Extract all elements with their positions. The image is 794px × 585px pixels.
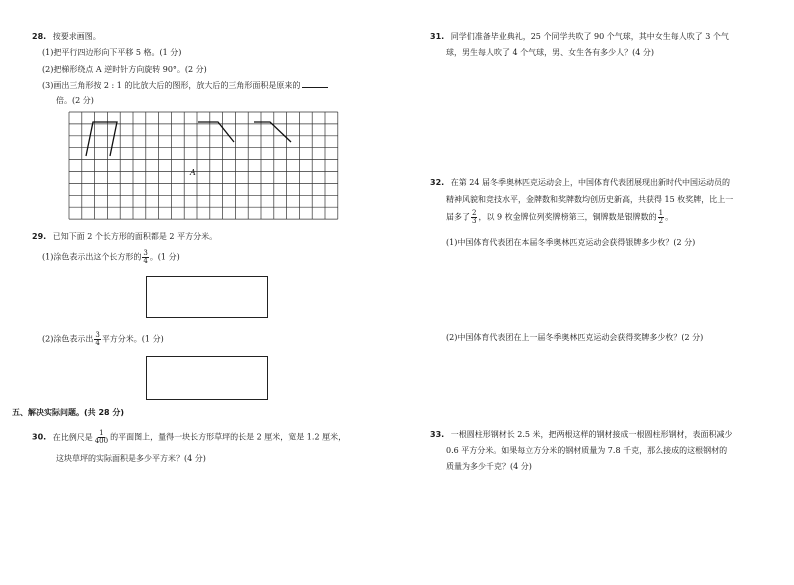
q30-text-b: 的平面图上，量得一块长方形草坪的长是 2 厘米，宽是 1.2 厘米， (110, 432, 347, 442)
q32-item1: (1)中国体育代表团在本届冬季奥林匹克运动会获得银牌多少枚？(2 分) (446, 238, 696, 247)
q29-item1-score: 。(1 分) (149, 252, 180, 262)
q32-line2: 精神风貌和竞技水平，金牌数和奖牌数均创历史新高，共获得 15 枚奖牌，比上一 (446, 195, 734, 204)
q28-header (32, 32, 101, 42)
fraction-denominator: 400 (94, 437, 109, 445)
triangle-shape (254, 122, 291, 142)
q29-rectangle-1[interactable] (146, 276, 268, 318)
q29-header (32, 232, 217, 242)
q28-item3-tail: 倍。(2 分) (56, 96, 94, 105)
q33-line3: 质量为多少千克？(4 分) (446, 462, 532, 471)
q32-item2: (2)中国体育代表团在上一届冬季奥林匹克运动会获得奖牌多少枚？(2 分) (446, 333, 704, 342)
q28-number: 28. (32, 32, 47, 41)
fraction-numerator: 3 (143, 249, 148, 257)
q32-text-1: 在第 24 届冬季奥林匹克运动会上，中国体育代表团展现出新时代中国运动员的 (450, 178, 730, 187)
q31-line1 (430, 32, 729, 42)
fraction-denominator: 4 (143, 257, 148, 265)
q28-title: 按要求画图。 (52, 32, 101, 41)
q29-title: 已知下面 2 个长方形的面积都是 2 平方分米。 (52, 232, 218, 241)
q28-item3-text: (3)画出三角形按 2 : 1 的比放大后的图形，放大后的三角形面积是原来的 (42, 81, 301, 90)
q28-item2: (2)把梯形绕点 A 逆时针方向旋转 90°。(2 分) (42, 65, 207, 74)
q29-rectangle-2[interactable] (146, 356, 268, 400)
q30-line1 (32, 430, 346, 445)
q28-item1: (1)把平行四边形向下平移 5 格。(1 分) (42, 48, 182, 57)
fraction-numerator: 2 (472, 209, 477, 217)
q28-answer-blank[interactable] (302, 87, 328, 88)
q30-number: 30. (32, 432, 47, 442)
parallelogram-shape (86, 122, 117, 156)
q29-item2 (42, 332, 164, 347)
q31-line2: 球，男生每人吹了 4 个气球，男、女生各有多少人？(4 分) (446, 48, 655, 57)
q29-item1-text: (1)涂色表示出这个长方形的 (42, 252, 142, 262)
q30-scale-fraction (94, 430, 109, 445)
q30-text-a: 在比例尺是 (52, 432, 93, 442)
q32-text-3a: 届多了 (446, 212, 470, 222)
q29-item1 (42, 250, 180, 265)
q32-line1 (430, 178, 730, 188)
q32-text-3c: 。 (665, 212, 674, 222)
q33-text-1: 一根圆柱形钢材长 2.5 米，把两根这样的钢材接成一根圆柱形钢材，表面积减少 (450, 430, 733, 439)
q31-number: 31. (430, 32, 445, 41)
q32-number: 32. (430, 178, 445, 187)
grid-lines (69, 112, 338, 219)
q29-item2-fraction (94, 332, 100, 347)
q29-item1-fraction (142, 250, 148, 265)
point-a-label: A (190, 168, 196, 177)
fraction-denominator: 3 (472, 217, 477, 225)
fraction-numerator: 3 (95, 331, 100, 339)
q32-fraction-2 (658, 210, 664, 225)
section5-title: 五、解决实际问题。(共 28 分) (12, 408, 125, 417)
q33-number: 33. (430, 430, 445, 439)
q29-item2-text: (2)涂色表示出 (42, 334, 94, 344)
q31-text-1: 同学们准备毕业典礼，25 个同学共吹了 90 个气球，其中女生每人吹了 3 个气 (450, 32, 729, 41)
fraction-numerator: 1 (658, 209, 664, 217)
q28-item3 (42, 81, 330, 91)
q29-item2-score: 平方分米。(1 分) (101, 334, 164, 344)
fraction-denominator: 4 (95, 339, 100, 347)
fraction-numerator: 1 (99, 429, 104, 437)
q29-number: 29. (32, 232, 47, 241)
q33-line1 (430, 430, 733, 440)
q28-grid-figure (68, 111, 340, 226)
fraction-denominator: 2 (658, 217, 664, 225)
q32-fraction-1 (471, 210, 477, 225)
trapezoid-shape (198, 122, 234, 142)
q32-line3 (446, 210, 673, 225)
q32-text-3b: ，以 9 枚金牌位列奖牌榜第三，铜牌数是银牌数的 (478, 212, 657, 222)
q33-line2: 0.6 平方分米。如果每立方分米的钢材质量为 7.8 千克，那么接成的这根钢材的 (446, 446, 728, 455)
q30-line2: 这块草坪的实际面积是多少平方米？(4 分) (56, 454, 206, 463)
